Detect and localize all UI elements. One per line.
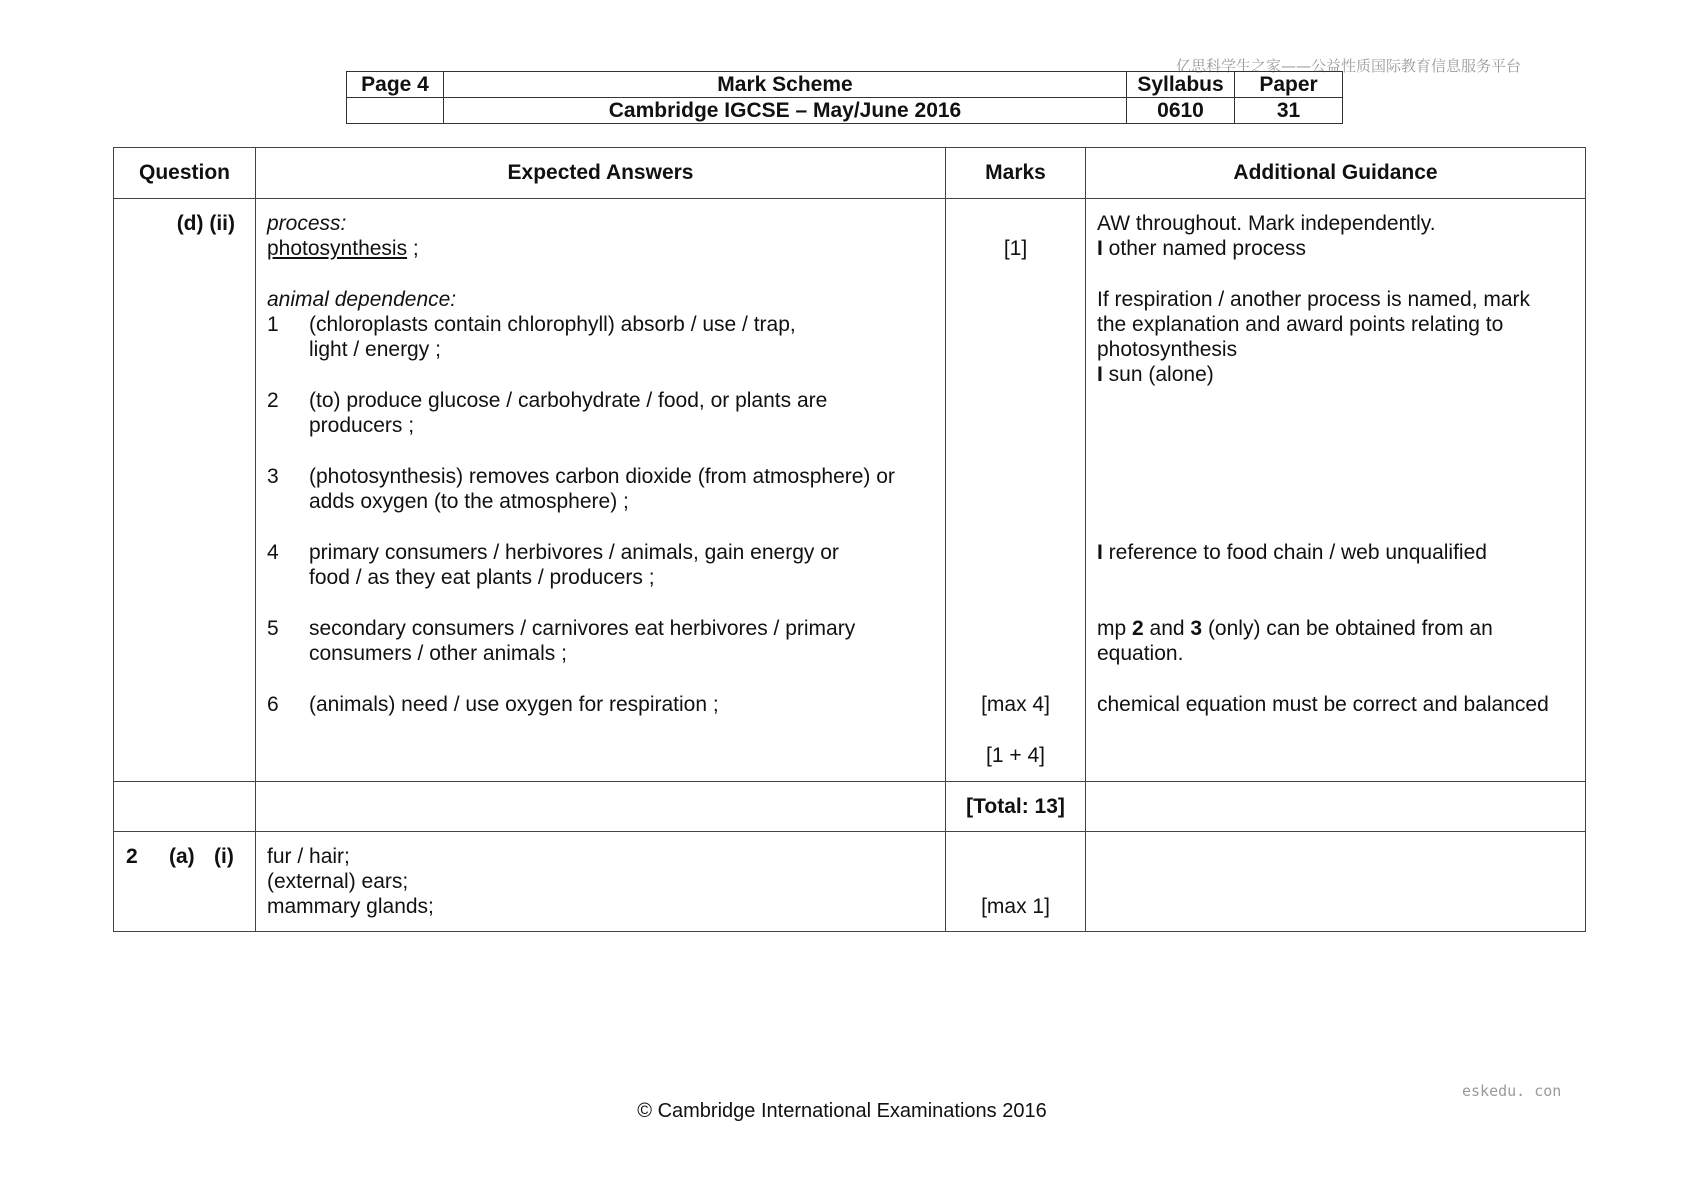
mark-value: [1 + 4] bbox=[986, 744, 1045, 767]
col-guidance: Additional Guidance bbox=[1086, 148, 1586, 199]
table-row bbox=[114, 199, 1586, 782]
answer-line: (external) ears; bbox=[267, 870, 409, 893]
answer-line: mammary glands; bbox=[267, 895, 434, 918]
document-title: Mark Scheme bbox=[444, 72, 1127, 98]
watermark-top: 亿思科学生之家——公益性质国际教育信息服务平台 bbox=[1176, 57, 1522, 75]
mark-value: [max 1] bbox=[981, 895, 1050, 918]
marks-cell bbox=[946, 832, 1086, 932]
guidance-text: photosynthesis bbox=[1097, 338, 1238, 361]
guidance-text: I other named process bbox=[1097, 237, 1306, 260]
guidance-text: mp 2 and 3 (only) can be obtained from an bbox=[1097, 617, 1493, 640]
marks-cell bbox=[946, 199, 1086, 782]
col-answers: Expected Answers bbox=[256, 148, 946, 199]
watermark-bottom: eskedu. con bbox=[1462, 1082, 1562, 1100]
page-number: Page 4 bbox=[347, 72, 444, 98]
answer-line: fur / hair; bbox=[267, 845, 350, 868]
column-headers bbox=[114, 148, 1586, 199]
table-row bbox=[114, 832, 1586, 932]
copyright-footer: © Cambridge International Examinations 2016 bbox=[637, 1100, 1047, 1122]
question-ref: (d) (ii) bbox=[114, 199, 256, 782]
mark-value: [1] bbox=[1003, 237, 1028, 260]
animal-dependence-label: animal dependence: bbox=[267, 288, 457, 311]
list-item: 4 primary consumers / herbivores / animals, gain energy or food / as they eat plants / producers ; bbox=[267, 541, 839, 589]
list-item: 1 (chloroplasts contain chlorophyll) absorb / use / trap, light / energy ; bbox=[267, 313, 796, 361]
guidance-text: I sun (alone) bbox=[1097, 363, 1214, 386]
list-item: 6 (animals) need / use oxygen for respiration ; bbox=[267, 693, 719, 716]
guidance-text: I reference to food chain / web unqualified bbox=[1097, 541, 1487, 564]
syllabus-label: Syllabus bbox=[1127, 72, 1235, 98]
paper-label: Paper bbox=[1235, 72, 1343, 98]
guidance-cell bbox=[1086, 199, 1586, 782]
col-question: Question bbox=[114, 148, 256, 199]
total-marks: [Total: 13] bbox=[946, 782, 1086, 832]
guidance-cell bbox=[1086, 832, 1586, 932]
total-row bbox=[114, 782, 1586, 832]
list-item: 2 (to) produce glucose / carbohydrate / food, or plants are producers ; bbox=[267, 389, 828, 437]
header-table bbox=[346, 71, 1343, 124]
list-item: 3 (photosynthesis) removes carbon dioxide (from atmosphere) or adds oxygen (to the atmosphere) ; bbox=[267, 465, 895, 513]
process-label: process: bbox=[267, 212, 347, 235]
guidance-text: chemical equation must be correct and balanced bbox=[1097, 693, 1549, 716]
mark-value: [max 4] bbox=[981, 693, 1050, 716]
paper-number: 31 bbox=[1235, 98, 1343, 124]
answers-cell bbox=[256, 199, 946, 782]
col-marks: Marks bbox=[946, 148, 1086, 199]
answers-cell bbox=[256, 832, 946, 932]
guidance-text: If respiration / another process is named, mark bbox=[1097, 288, 1531, 311]
guidance-text: equation. bbox=[1097, 642, 1184, 665]
guidance-text: the explanation and award points relating to bbox=[1097, 313, 1504, 336]
syllabus-code: 0610 bbox=[1127, 98, 1235, 124]
mark-scheme-table bbox=[113, 147, 1586, 932]
question-ref: 2 (a) (i) bbox=[114, 832, 256, 932]
guidance-text: AW throughout. Mark independently. bbox=[1097, 212, 1436, 235]
exam-name: Cambridge IGCSE – May/June 2016 bbox=[444, 98, 1127, 124]
blank-cell bbox=[347, 98, 444, 124]
process-suffix: ; bbox=[407, 237, 419, 260]
list-item: 5 secondary consumers / carnivores eat herbivores / primary consumers / other animals ; bbox=[267, 617, 856, 665]
process-answer: photosynthesis bbox=[267, 237, 408, 260]
